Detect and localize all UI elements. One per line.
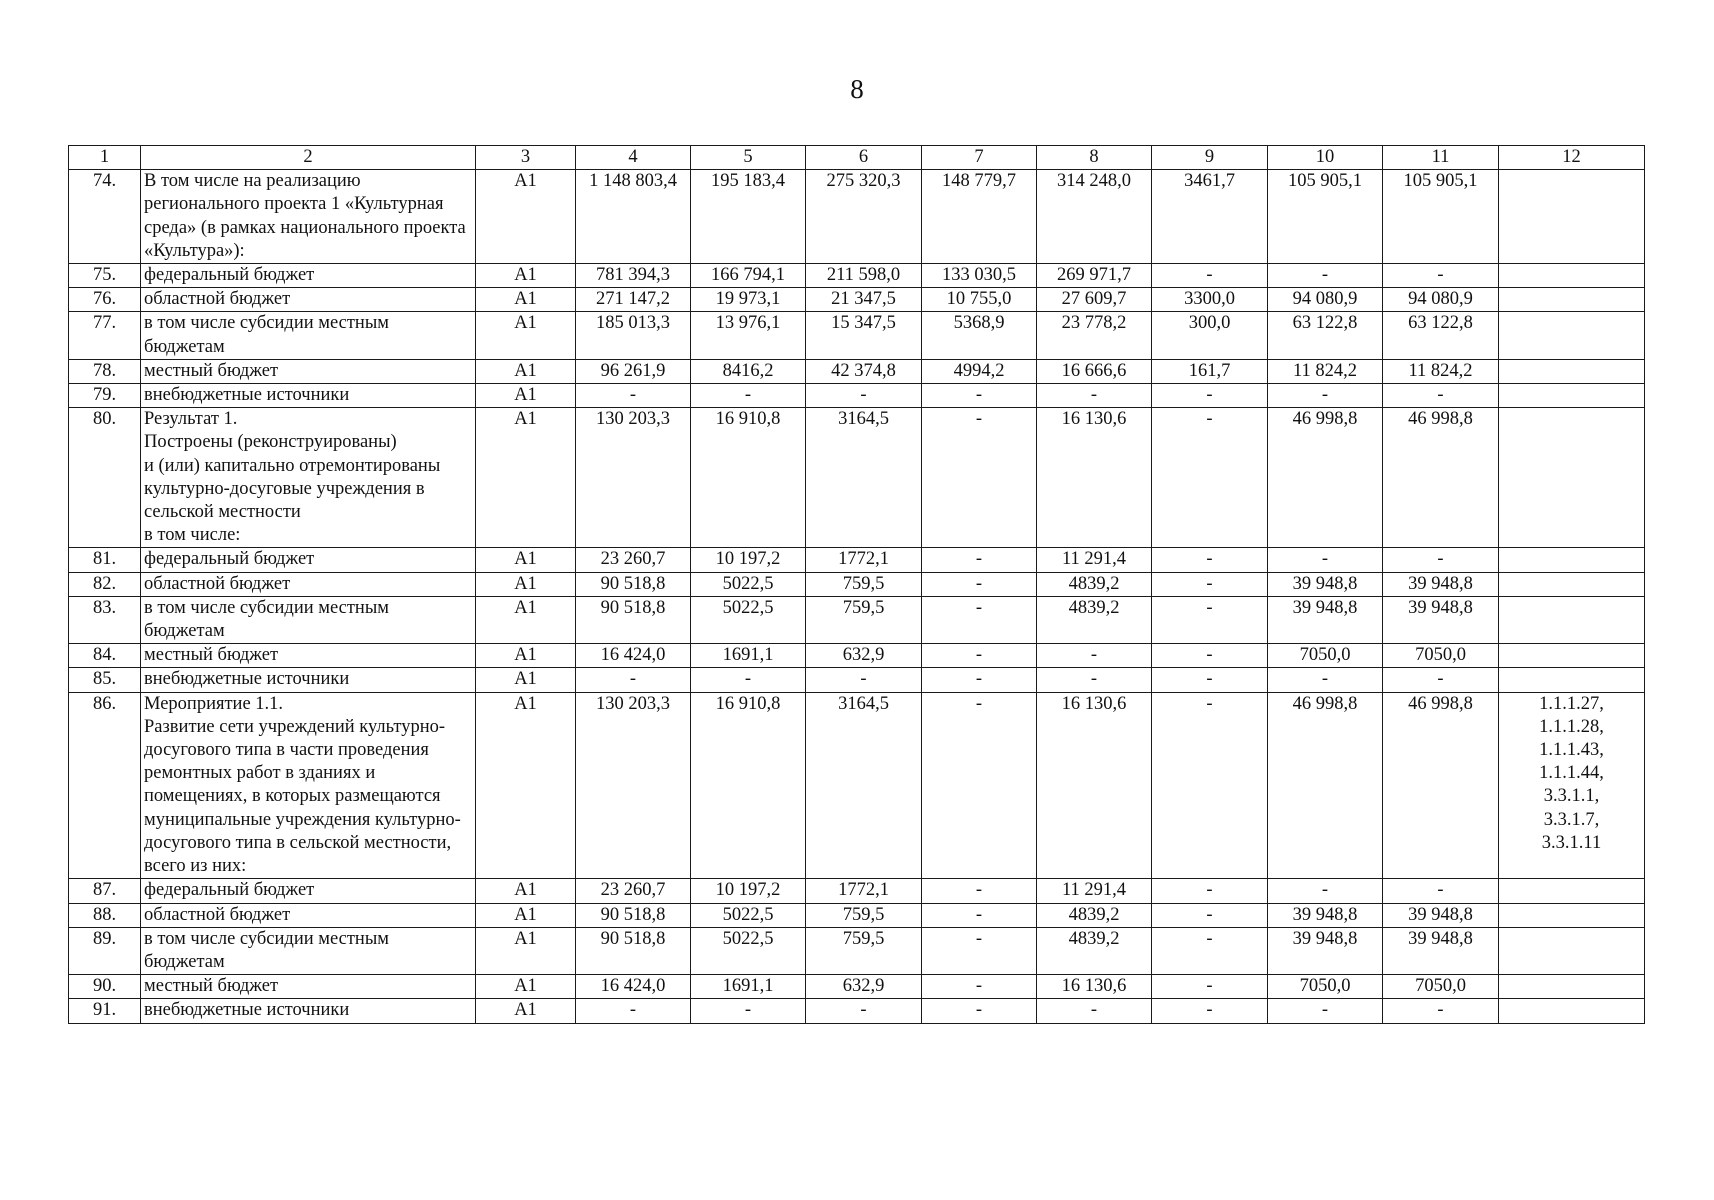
amount-cell: -	[922, 668, 1037, 692]
amount-cell: 781 394,3	[576, 264, 691, 288]
row-description: внебюджетные источники	[141, 668, 476, 692]
row-source-code: А1	[476, 668, 576, 692]
amount-cell: 1691,1	[691, 975, 806, 999]
row-source-code: А1	[476, 384, 576, 408]
amount-cell: -	[576, 384, 691, 408]
amount-cell: -	[1152, 548, 1268, 572]
row-source-code: А1	[476, 548, 576, 572]
amount-cell: -	[1152, 408, 1268, 548]
amount-cell: 130 203,3	[576, 408, 691, 548]
row-source-code: А1	[476, 170, 576, 264]
row-source-code: А1	[476, 975, 576, 999]
table-row	[69, 927, 1645, 974]
amount-cell: 90 518,8	[576, 572, 691, 596]
amount-cell: -	[1268, 548, 1383, 572]
amount-cell: 90 518,8	[576, 596, 691, 643]
table-row	[69, 879, 1645, 903]
row-number: 85.	[69, 668, 141, 692]
row-number: 75.	[69, 264, 141, 288]
amount-cell: -	[1268, 668, 1383, 692]
amount-cell: 19 973,1	[691, 288, 806, 312]
table-row	[69, 359, 1645, 383]
amount-cell: 16 910,8	[691, 692, 806, 879]
row-description: федеральный бюджет	[141, 264, 476, 288]
row-reference	[1499, 879, 1645, 903]
row-source-code: А1	[476, 879, 576, 903]
column-header: 10	[1268, 146, 1383, 170]
amount-cell: 42 374,8	[806, 359, 922, 383]
row-description: областной бюджет	[141, 288, 476, 312]
amount-cell: 16 666,6	[1037, 359, 1152, 383]
amount-cell: 161,7	[1152, 359, 1268, 383]
table-row	[69, 288, 1645, 312]
amount-cell: 759,5	[806, 927, 922, 974]
amount-cell: -	[691, 999, 806, 1023]
row-description: внебюджетные источники	[141, 999, 476, 1023]
amount-cell: -	[922, 408, 1037, 548]
row-description: областной бюджет	[141, 572, 476, 596]
amount-cell: 96 261,9	[576, 359, 691, 383]
amount-cell: 1772,1	[806, 879, 922, 903]
amount-cell: 4994,2	[922, 359, 1037, 383]
row-number: 74.	[69, 170, 141, 264]
row-reference	[1499, 359, 1645, 383]
table-row	[69, 692, 1645, 879]
amount-cell: 13 976,1	[691, 312, 806, 359]
row-number: 81.	[69, 548, 141, 572]
row-reference	[1499, 288, 1645, 312]
amount-cell: 10 197,2	[691, 548, 806, 572]
amount-cell: 7050,0	[1383, 975, 1499, 999]
amount-cell: 39 948,8	[1268, 927, 1383, 974]
row-source-code: А1	[476, 408, 576, 548]
amount-cell: -	[922, 692, 1037, 879]
column-header: 6	[806, 146, 922, 170]
amount-cell: -	[1152, 572, 1268, 596]
amount-cell: -	[1152, 879, 1268, 903]
row-description: в том числе субсидии местным бюджетам	[141, 596, 476, 643]
amount-cell: -	[1268, 879, 1383, 903]
amount-cell: -	[922, 879, 1037, 903]
amount-cell: 4839,2	[1037, 927, 1152, 974]
amount-cell: -	[1268, 264, 1383, 288]
column-header: 1	[69, 146, 141, 170]
amount-cell: 11 824,2	[1383, 359, 1499, 383]
amount-cell: 16 424,0	[576, 644, 691, 668]
amount-cell: -	[691, 668, 806, 692]
column-header: 3	[476, 146, 576, 170]
amount-cell: 46 998,8	[1383, 408, 1499, 548]
amount-cell: 39 948,8	[1383, 596, 1499, 643]
amount-cell: -	[1383, 384, 1499, 408]
amount-cell: 23 260,7	[576, 548, 691, 572]
amount-cell: 5022,5	[691, 596, 806, 643]
row-source-code: А1	[476, 264, 576, 288]
amount-cell: -	[1152, 903, 1268, 927]
amount-cell: 271 147,2	[576, 288, 691, 312]
amount-cell: -	[922, 903, 1037, 927]
table-row	[69, 548, 1645, 572]
table-row	[69, 384, 1645, 408]
amount-cell: -	[1383, 999, 1499, 1023]
amount-cell: -	[922, 999, 1037, 1023]
row-reference	[1499, 975, 1645, 999]
amount-cell: -	[1152, 596, 1268, 643]
row-source-code: А1	[476, 644, 576, 668]
amount-cell: 16 130,6	[1037, 692, 1152, 879]
amount-cell: 632,9	[806, 975, 922, 999]
amount-cell: 94 080,9	[1383, 288, 1499, 312]
row-description: местный бюджет	[141, 644, 476, 668]
amount-cell: 46 998,8	[1268, 692, 1383, 879]
amount-cell: 7050,0	[1268, 644, 1383, 668]
amount-cell: 27 609,7	[1037, 288, 1152, 312]
amount-cell: 7050,0	[1383, 644, 1499, 668]
row-description: Мероприятие 1.1. Развитие сети учреждений культурно-досугового типа в части проведения ремонтных работ в зданиях и помещениях, в которых размещаются муниципальные учреждения культурно-досугового типа в сельской местности, всего из них:	[141, 692, 476, 879]
amount-cell: 5022,5	[691, 927, 806, 974]
row-number: 89.	[69, 927, 141, 974]
amount-cell: -	[922, 644, 1037, 668]
amount-cell: 5022,5	[691, 572, 806, 596]
amount-cell: 11 291,4	[1037, 548, 1152, 572]
row-source-code: А1	[476, 359, 576, 383]
row-reference	[1499, 572, 1645, 596]
amount-cell: 3300,0	[1152, 288, 1268, 312]
table-row	[69, 408, 1645, 548]
amount-cell: -	[806, 384, 922, 408]
table-row	[69, 668, 1645, 692]
row-number: 78.	[69, 359, 141, 383]
amount-cell: 300,0	[1152, 312, 1268, 359]
amount-cell: 211 598,0	[806, 264, 922, 288]
row-number: 84.	[69, 644, 141, 668]
amount-cell: 90 518,8	[576, 903, 691, 927]
amount-cell: 185 013,3	[576, 312, 691, 359]
row-reference	[1499, 999, 1645, 1023]
amount-cell: 63 122,8	[1383, 312, 1499, 359]
amount-cell: 23 260,7	[576, 879, 691, 903]
amount-cell: 195 183,4	[691, 170, 806, 264]
row-reference	[1499, 596, 1645, 643]
row-reference	[1499, 668, 1645, 692]
amount-cell: -	[576, 668, 691, 692]
amount-cell: 11 291,4	[1037, 879, 1152, 903]
row-number: 88.	[69, 903, 141, 927]
amount-cell: 39 948,8	[1383, 903, 1499, 927]
row-reference	[1499, 927, 1645, 974]
row-number: 76.	[69, 288, 141, 312]
amount-cell: 23 778,2	[1037, 312, 1152, 359]
column-header: 4	[576, 146, 691, 170]
row-source-code: А1	[476, 999, 576, 1023]
amount-cell: 275 320,3	[806, 170, 922, 264]
table-row	[69, 312, 1645, 359]
row-number: 79.	[69, 384, 141, 408]
amount-cell: 16 910,8	[691, 408, 806, 548]
row-description: в том числе субсидии местным бюджетам	[141, 312, 476, 359]
row-reference	[1499, 644, 1645, 668]
amount-cell: 15 347,5	[806, 312, 922, 359]
amount-cell: 105 905,1	[1268, 170, 1383, 264]
table-row	[69, 170, 1645, 264]
row-source-code: А1	[476, 927, 576, 974]
amount-cell: -	[922, 384, 1037, 408]
amount-cell: 21 347,5	[806, 288, 922, 312]
amount-cell: 46 998,8	[1268, 408, 1383, 548]
amount-cell: 3461,7	[1152, 170, 1268, 264]
amount-cell: -	[1152, 927, 1268, 974]
row-number: 91.	[69, 999, 141, 1023]
row-source-code: А1	[476, 288, 576, 312]
row-description: областной бюджет	[141, 903, 476, 927]
amount-cell: 16 130,6	[1037, 975, 1152, 999]
amount-cell: 16 424,0	[576, 975, 691, 999]
row-reference	[1499, 170, 1645, 264]
amount-cell: 148 779,7	[922, 170, 1037, 264]
amount-cell: 133 030,5	[922, 264, 1037, 288]
amount-cell: 46 998,8	[1383, 692, 1499, 879]
amount-cell: -	[806, 999, 922, 1023]
row-source-code: А1	[476, 903, 576, 927]
amount-cell: 269 971,7	[1037, 264, 1152, 288]
row-reference: 1.1.1.27, 1.1.1.28, 1.1.1.43, 1.1.1.44, 3.3.1.1, 3.3.1.7, 3.3.1.11	[1499, 692, 1645, 879]
amount-cell: 314 248,0	[1037, 170, 1152, 264]
amount-cell: -	[922, 975, 1037, 999]
budget-table	[68, 145, 1645, 1024]
column-header: 2	[141, 146, 476, 170]
amount-cell: -	[1152, 384, 1268, 408]
row-reference	[1499, 312, 1645, 359]
table-row	[69, 903, 1645, 927]
amount-cell: 4839,2	[1037, 596, 1152, 643]
amount-cell: 10 755,0	[922, 288, 1037, 312]
amount-cell: -	[1268, 999, 1383, 1023]
amount-cell: -	[1152, 264, 1268, 288]
amount-cell: 1772,1	[806, 548, 922, 572]
row-source-code: А1	[476, 572, 576, 596]
amount-cell: 16 130,6	[1037, 408, 1152, 548]
amount-cell: -	[1152, 644, 1268, 668]
row-description: внебюджетные источники	[141, 384, 476, 408]
amount-cell: 105 905,1	[1383, 170, 1499, 264]
amount-cell: -	[1383, 548, 1499, 572]
row-description: местный бюджет	[141, 359, 476, 383]
amount-cell: 63 122,8	[1268, 312, 1383, 359]
row-reference	[1499, 548, 1645, 572]
amount-cell: 11 824,2	[1268, 359, 1383, 383]
amount-cell: 759,5	[806, 903, 922, 927]
row-description: местный бюджет	[141, 975, 476, 999]
amount-cell: 3164,5	[806, 692, 922, 879]
amount-cell: 1691,1	[691, 644, 806, 668]
table-row	[69, 975, 1645, 999]
row-number: 77.	[69, 312, 141, 359]
row-description: в том числе субсидии местным бюджетам	[141, 927, 476, 974]
amount-cell: 4839,2	[1037, 572, 1152, 596]
amount-cell: 39 948,8	[1383, 572, 1499, 596]
amount-cell: -	[922, 927, 1037, 974]
row-number: 82.	[69, 572, 141, 596]
amount-cell: -	[1268, 384, 1383, 408]
amount-cell: 39 948,8	[1383, 927, 1499, 974]
amount-cell: -	[1037, 644, 1152, 668]
amount-cell: -	[1037, 668, 1152, 692]
row-source-code: А1	[476, 692, 576, 879]
column-header: 12	[1499, 146, 1645, 170]
amount-cell: -	[1383, 264, 1499, 288]
table-body	[69, 170, 1645, 1023]
amount-cell: 759,5	[806, 596, 922, 643]
amount-cell: 4839,2	[1037, 903, 1152, 927]
amount-cell: -	[1152, 692, 1268, 879]
amount-cell: -	[922, 572, 1037, 596]
amount-cell: 632,9	[806, 644, 922, 668]
column-header: 5	[691, 146, 806, 170]
amount-cell: 94 080,9	[1268, 288, 1383, 312]
row-reference	[1499, 408, 1645, 548]
column-header: 8	[1037, 146, 1152, 170]
table-row	[69, 999, 1645, 1023]
amount-cell: -	[1152, 668, 1268, 692]
amount-cell: 3164,5	[806, 408, 922, 548]
amount-cell: 39 948,8	[1268, 903, 1383, 927]
amount-cell: 39 948,8	[1268, 572, 1383, 596]
amount-cell: 10 197,2	[691, 879, 806, 903]
amount-cell: -	[922, 596, 1037, 643]
row-number: 87.	[69, 879, 141, 903]
amount-cell: 5022,5	[691, 903, 806, 927]
row-description: Результат 1. Построены (реконструированы) и (или) капитально отремонтированы культурно-досуговые учреждения в сельской местности в том числе:	[141, 408, 476, 548]
amount-cell: 166 794,1	[691, 264, 806, 288]
amount-cell: 7050,0	[1268, 975, 1383, 999]
column-header: 7	[922, 146, 1037, 170]
table-row	[69, 596, 1645, 643]
amount-cell: 759,5	[806, 572, 922, 596]
row-source-code: А1	[476, 312, 576, 359]
row-description: федеральный бюджет	[141, 548, 476, 572]
amount-cell: 39 948,8	[1268, 596, 1383, 643]
row-number: 83.	[69, 596, 141, 643]
amount-cell: 1 148 803,4	[576, 170, 691, 264]
row-description: В том числе на реализацию регионального проекта 1 «Культурная среда» (в рамках национального проекта «Культура»):	[141, 170, 476, 264]
amount-cell: -	[576, 999, 691, 1023]
page-number: 8	[850, 74, 864, 104]
row-number: 86.	[69, 692, 141, 879]
amount-cell: -	[691, 384, 806, 408]
column-header: 11	[1383, 146, 1499, 170]
amount-cell: -	[922, 548, 1037, 572]
row-reference	[1499, 384, 1645, 408]
table-row	[69, 264, 1645, 288]
row-number: 80.	[69, 408, 141, 548]
amount-cell: -	[806, 668, 922, 692]
column-header: 9	[1152, 146, 1268, 170]
table-row	[69, 572, 1645, 596]
row-description: федеральный бюджет	[141, 879, 476, 903]
row-number: 90.	[69, 975, 141, 999]
table-row	[69, 644, 1645, 668]
amount-cell: -	[1152, 975, 1268, 999]
amount-cell: -	[1383, 879, 1499, 903]
amount-cell: -	[1037, 999, 1152, 1023]
amount-cell: 90 518,8	[576, 927, 691, 974]
amount-cell: 8416,2	[691, 359, 806, 383]
header-row	[69, 146, 1645, 170]
amount-cell: -	[1152, 999, 1268, 1023]
row-reference	[1499, 903, 1645, 927]
row-source-code: А1	[476, 596, 576, 643]
amount-cell: 130 203,3	[576, 692, 691, 879]
amount-cell: 5368,9	[922, 312, 1037, 359]
amount-cell: -	[1037, 384, 1152, 408]
amount-cell: -	[1383, 668, 1499, 692]
row-reference	[1499, 264, 1645, 288]
